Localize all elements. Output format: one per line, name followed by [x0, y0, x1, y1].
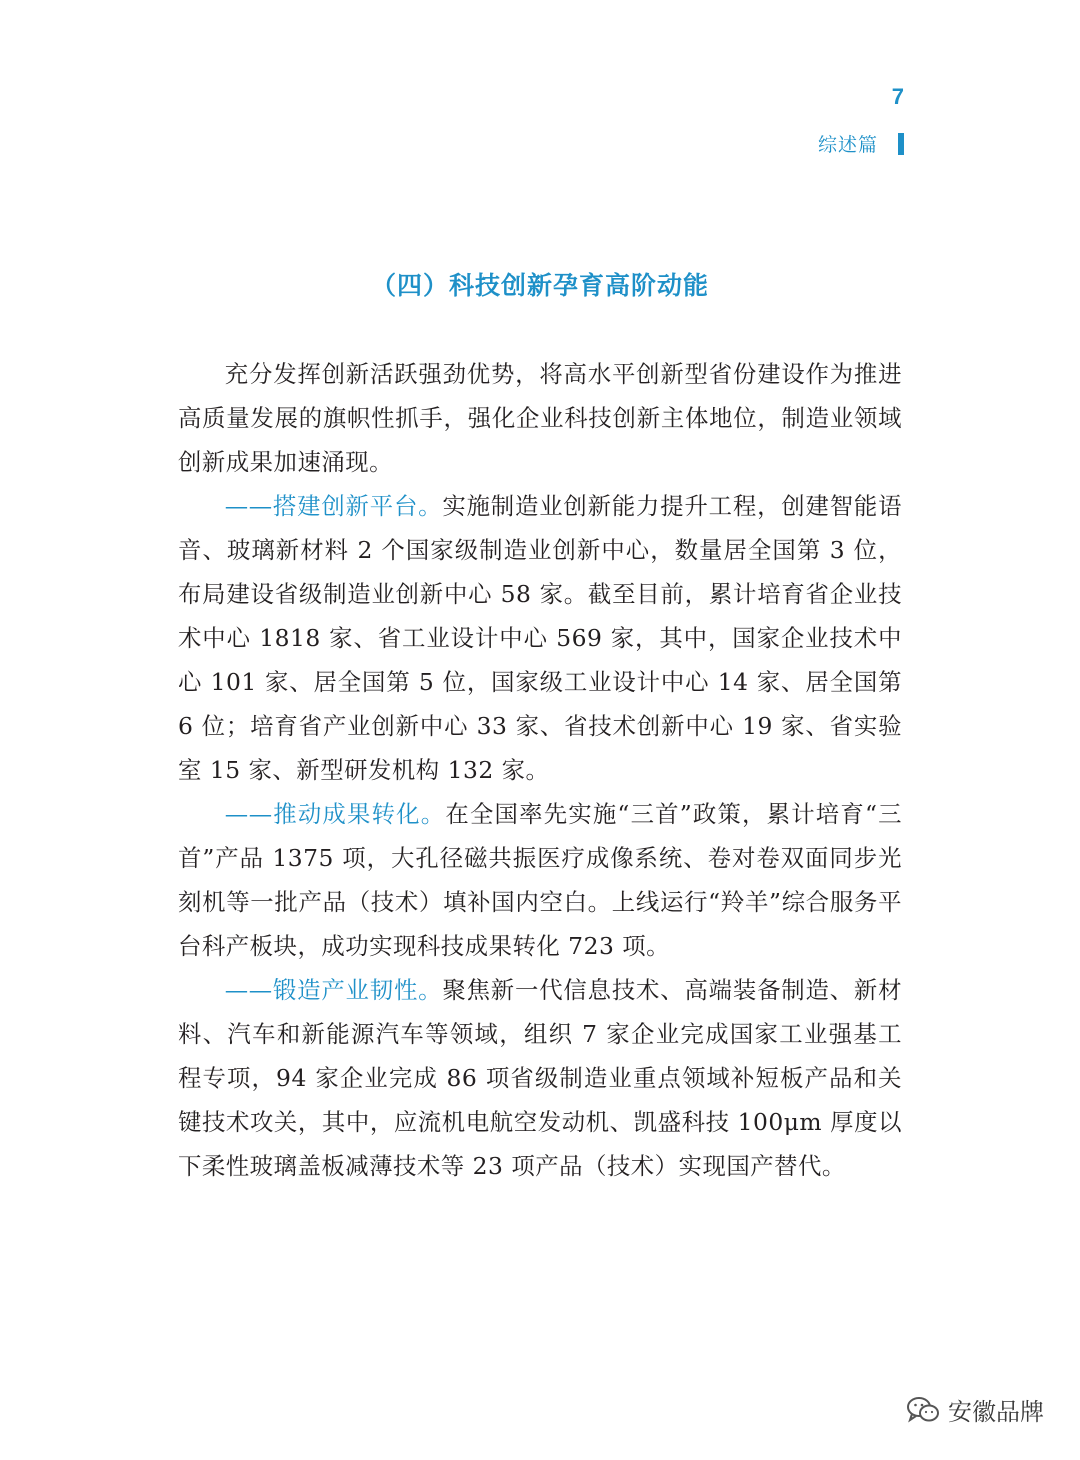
paragraph-text: 实施制造业创新能力提升工程，创建智能语音、玻璃新材料 2 个国家级制造业创新中心，数量居全国第 3 位，布局建设省级制造业创新中心 58 家。截至目前，累计培育省企业技术中心 1818 家、省工业设计中心 569 家，其中，国家企业技术中心 101 家、居全国第 5 位，国家级工业设计中心 14 家、居全国第 6 位；培育省产业创新中心 33 家、省技术创新中心 19 家、省实验室 15 家、新型研发机构 132 家。 — [178, 492, 903, 784]
paragraph-platform — [178, 484, 902, 792]
page-number: 7 — [891, 84, 904, 109]
watermark — [906, 1392, 1044, 1427]
paragraph-heading: ——推动成果转化。 — [224, 800, 446, 828]
chapter-label: 综述篇 — [817, 134, 878, 156]
body-text — [178, 352, 902, 1188]
watermark-text: 安徽品牌 — [948, 1398, 1044, 1426]
intro-paragraph: 充分发挥创新活跃强劲优势，将高水平创新型省份建设作为推进高质量发展的旗帜性抓手，强化企业科技创新主体地位，制造业领域创新成果加速涌现。 — [178, 360, 902, 476]
paragraph-transfer — [178, 792, 902, 968]
wechat-icon — [906, 1395, 940, 1425]
paragraph-heading: ——锻造产业韧性。 — [224, 976, 443, 1004]
paragraph-resilience — [178, 968, 902, 1188]
paragraph-heading: ——搭建创新平台。 — [224, 492, 443, 520]
paragraph-text: 聚焦新一代信息技术、高端装备制造、新材料、汽车和新能源汽车等领域，组织 7 家企业完成国家工业强基工程专项，94 家企业完成 86 项省级制造业重点领域补短板产品和关键技术攻关，其中，应流机电航空发动机、凯盛科技 100μm 厚度以下柔性玻璃盖板减薄技术等 23 项产品（技术）实现国产替代。 — [178, 976, 903, 1180]
paragraph-text: 在全国率先实施“三首”政策，累计培育“三首”产品 1375 项，大孔径磁共振医疗成像系统、卷对卷双面同步光刻机等一批产品（技术）填补国内空白。上线运行“羚羊”综合服务平台科产板块，成功实现科技成果转化 723 项。 — [178, 800, 903, 960]
running-header — [818, 130, 904, 157]
section-title: （四）科技创新孕育高阶动能 — [370, 271, 709, 300]
header-bar — [898, 133, 904, 155]
